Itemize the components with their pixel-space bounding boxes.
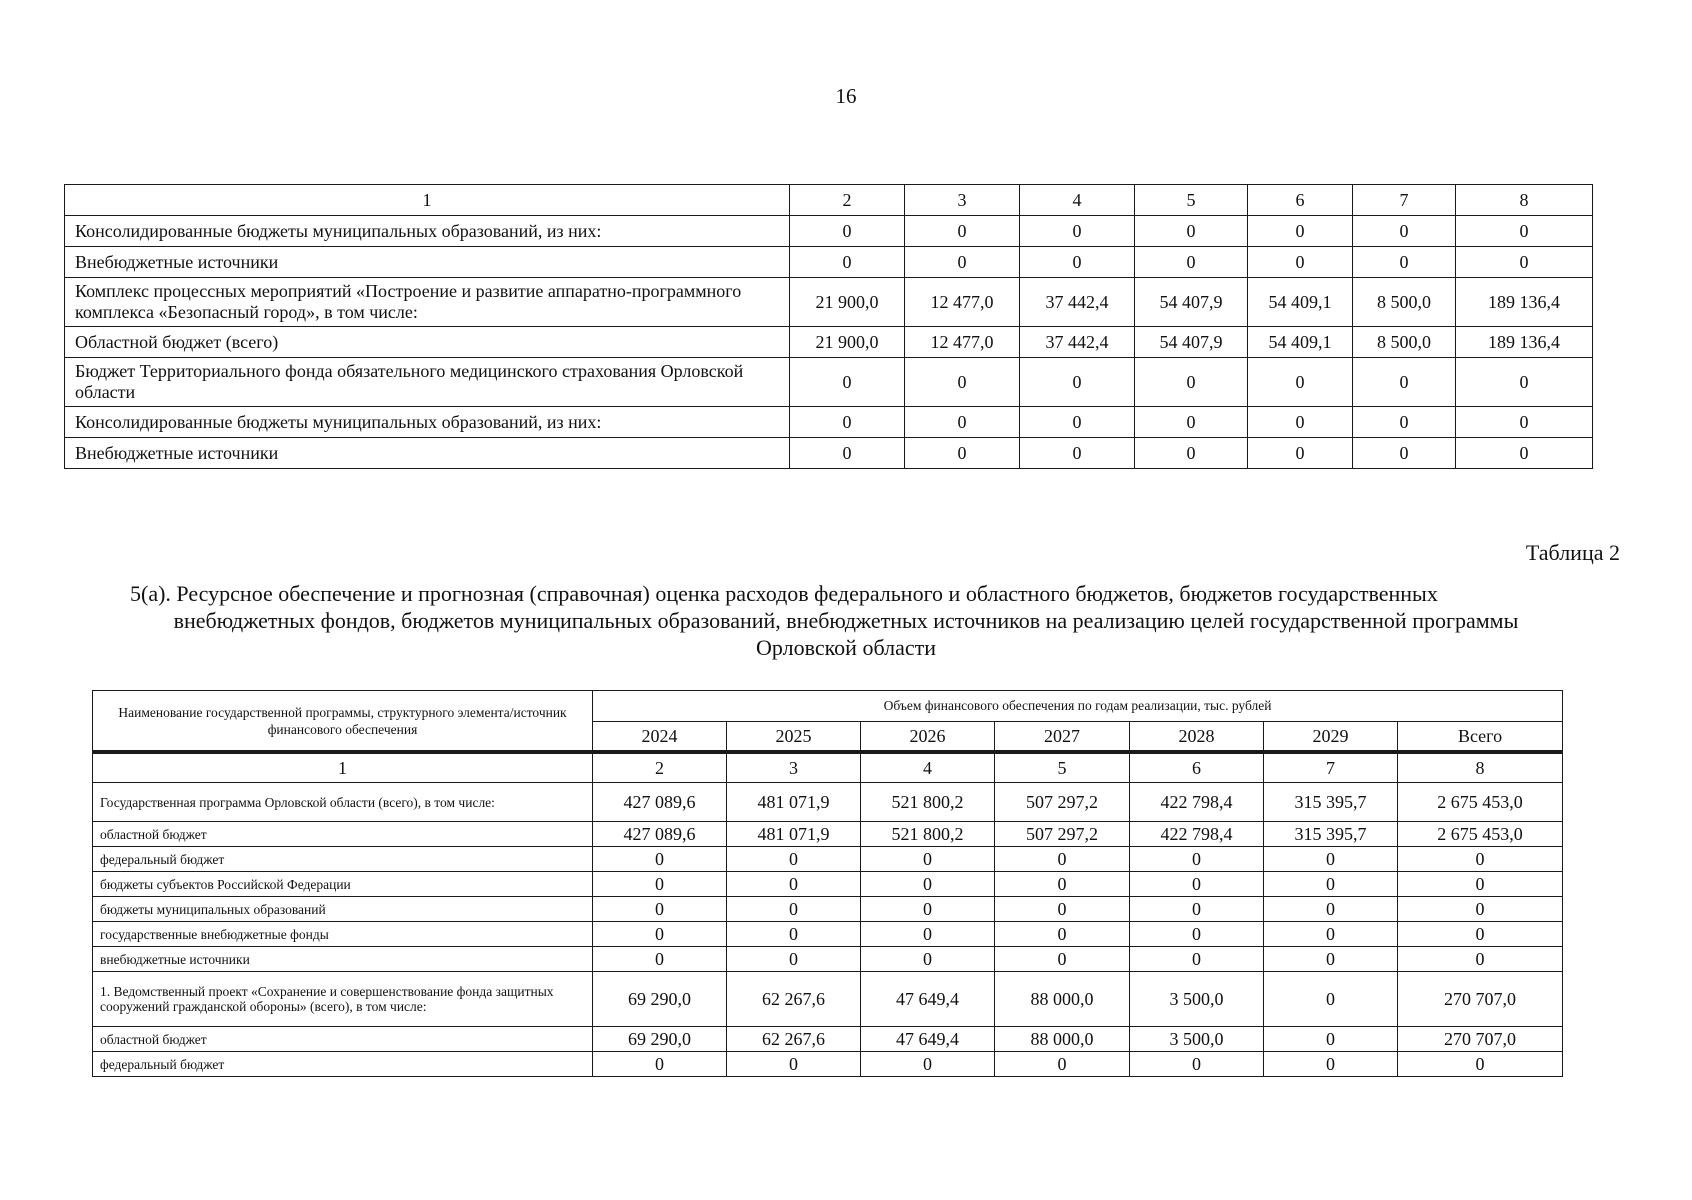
- row-name: Бюджет Территориального фонда обязательного медицинского страхования Орловской области: [65, 358, 790, 407]
- row-value: 47 649,4: [861, 1027, 995, 1052]
- row-value: 0: [905, 358, 1020, 407]
- row-value: 0: [1264, 897, 1398, 922]
- row-value: 21 900,0: [790, 278, 905, 327]
- table2-column-number: 2: [593, 752, 727, 783]
- table2-name-header: Наименование государственной программы, структурного элемента/источник финансового обеспечения: [93, 691, 593, 753]
- row-value: 189 136,4: [1456, 327, 1593, 358]
- row-value: 0: [1130, 947, 1264, 972]
- row-name: Консолидированные бюджеты муниципальных образований, из них:: [65, 216, 790, 247]
- table1-column-number: 2: [790, 185, 905, 216]
- row-value: 8 500,0: [1353, 327, 1456, 358]
- row-value: 0: [593, 922, 727, 947]
- year-header: 2029: [1264, 722, 1398, 753]
- row-value: 0: [1248, 407, 1353, 438]
- row-value: 0: [593, 897, 727, 922]
- row-value: 0: [727, 847, 861, 872]
- year-header: 2026: [861, 722, 995, 753]
- row-value: 507 297,2: [995, 822, 1130, 847]
- row-value: 37 442,4: [1020, 278, 1135, 327]
- row-value: 427 089,6: [593, 783, 727, 822]
- year-header: 2025: [727, 722, 861, 753]
- row-name: Государственная программа Орловской области (всего), в том числе:: [93, 783, 593, 822]
- row-value: 0: [593, 872, 727, 897]
- row-value: 0: [1135, 247, 1248, 278]
- row-value: 0: [1353, 438, 1456, 469]
- table-label: Таблица 2: [1525, 540, 1620, 565]
- row-name: внебюджетные источники: [93, 947, 593, 972]
- row-value: 0: [1398, 847, 1563, 872]
- row-value: 0: [1456, 247, 1593, 278]
- row-value: 0: [1353, 247, 1456, 278]
- row-value: 0: [1264, 847, 1398, 872]
- table1-column-number: 7: [1353, 185, 1456, 216]
- row-value: 0: [1135, 407, 1248, 438]
- row-value: 0: [995, 947, 1130, 972]
- row-name: 1. Ведомственный проект «Сохранение и совершенствование фонда защитных сооружений гражданской обороны» (всего), в том числе:: [93, 972, 593, 1027]
- table-row: [65, 358, 1593, 407]
- row-value: 0: [1130, 872, 1264, 897]
- row-value: 0: [861, 872, 995, 897]
- table1-column-number: 4: [1020, 185, 1135, 216]
- row-value: 0: [1264, 972, 1398, 1027]
- row-value: 0: [1248, 358, 1353, 407]
- row-value: 422 798,4: [1130, 783, 1264, 822]
- row-value: 47 649,4: [861, 972, 995, 1027]
- row-name: областной бюджет: [93, 1027, 593, 1052]
- row-value: 0: [1020, 247, 1135, 278]
- row-value: 2 675 453,0: [1398, 783, 1563, 822]
- row-value: 0: [1398, 872, 1563, 897]
- row-value: 0: [1456, 358, 1593, 407]
- row-name: областной бюджет: [93, 822, 593, 847]
- row-value: 0: [1130, 897, 1264, 922]
- row-value: 0: [1135, 216, 1248, 247]
- row-value: 422 798,4: [1130, 822, 1264, 847]
- row-value: 0: [1398, 922, 1563, 947]
- row-value: 3 500,0: [1130, 1027, 1264, 1052]
- row-value: 0: [1020, 407, 1135, 438]
- row-value: 0: [905, 407, 1020, 438]
- table2-column-number: 7: [1264, 752, 1398, 783]
- row-value: 0: [861, 1052, 995, 1077]
- row-value: 0: [1264, 1052, 1398, 1077]
- row-value: 0: [1248, 438, 1353, 469]
- row-value: 0: [1353, 216, 1456, 247]
- row-value: 0: [995, 872, 1130, 897]
- row-value: 0: [1135, 358, 1248, 407]
- row-name: федеральный бюджет: [93, 847, 593, 872]
- year-header: 2024: [593, 722, 727, 753]
- table-row: [93, 1052, 1563, 1077]
- row-value: 315 395,7: [1264, 822, 1398, 847]
- row-value: 0: [1456, 216, 1593, 247]
- row-value: 88 000,0: [995, 972, 1130, 1027]
- row-value: 0: [1264, 947, 1398, 972]
- table2-header-row: [93, 691, 1563, 722]
- row-value: 37 442,4: [1020, 327, 1135, 358]
- row-name: государственные внебюджетные фонды: [93, 922, 593, 947]
- table2-span-header: Объем финансового обеспечения по годам реализации, тыс. рублей: [593, 691, 1563, 722]
- row-value: 0: [593, 947, 727, 972]
- row-name: бюджеты субъектов Российской Федерации: [93, 872, 593, 897]
- year-header: Всего: [1398, 722, 1563, 753]
- table1-column-number: 6: [1248, 185, 1353, 216]
- table1-header-row: [65, 185, 1593, 216]
- row-value: 0: [1020, 438, 1135, 469]
- row-value: 3 500,0: [1130, 972, 1264, 1027]
- row-value: 54 407,9: [1135, 278, 1248, 327]
- year-header: 2027: [995, 722, 1130, 753]
- row-value: 189 136,4: [1456, 278, 1593, 327]
- table-row: [65, 407, 1593, 438]
- row-value: 0: [995, 922, 1130, 947]
- table-row: [93, 847, 1563, 872]
- row-value: 0: [1456, 438, 1593, 469]
- row-value: 270 707,0: [1398, 1027, 1563, 1052]
- row-value: 521 800,2: [861, 783, 995, 822]
- row-value: 0: [1398, 947, 1563, 972]
- table2-column-number: 8: [1398, 752, 1563, 783]
- year-header: 2028: [1130, 722, 1264, 753]
- table1-column-number: 5: [1135, 185, 1248, 216]
- table-heading: [86, 580, 1606, 661]
- table1-column-number: 8: [1456, 185, 1593, 216]
- row-value: 0: [1020, 216, 1135, 247]
- row-name: Внебюджетные источники: [65, 247, 790, 278]
- row-value: 0: [727, 1052, 861, 1077]
- table2-column-number: 5: [995, 752, 1130, 783]
- row-name: бюджеты муниципальных образований: [93, 897, 593, 922]
- heading-line-2: внебюджетных фондов, бюджетов муниципальных образований, внебюджетных источников на реализацию целей государственной программы: [173, 608, 1519, 633]
- table-row: [93, 897, 1563, 922]
- row-value: 507 297,2: [995, 783, 1130, 822]
- row-value: 2 675 453,0: [1398, 822, 1563, 847]
- row-value: 21 900,0: [790, 327, 905, 358]
- row-value: 0: [790, 407, 905, 438]
- table1-column-number: 3: [905, 185, 1020, 216]
- row-value: 0: [1353, 407, 1456, 438]
- row-value: 0: [1020, 358, 1135, 407]
- table-row: [93, 1027, 1563, 1052]
- row-value: 0: [1130, 1052, 1264, 1077]
- heading-line-3: Орловской области: [756, 635, 936, 660]
- row-value: 0: [1264, 1027, 1398, 1052]
- row-value: 8 500,0: [1353, 278, 1456, 327]
- row-value: 0: [905, 438, 1020, 469]
- row-value: 0: [790, 358, 905, 407]
- heading-line-1: 5(а). Ресурсное обеспечение и прогнозная (справочная) оценка расходов федерального и областного бюджетов, бюджетов государственных: [130, 581, 1438, 606]
- row-value: 315 395,7: [1264, 783, 1398, 822]
- row-value: 0: [790, 216, 905, 247]
- resource-table-continuation: [64, 184, 1593, 469]
- table-row: [93, 922, 1563, 947]
- row-value: 0: [1248, 216, 1353, 247]
- row-value: 0: [593, 1052, 727, 1077]
- table1-column-number: 1: [65, 185, 790, 216]
- row-value: 0: [1264, 922, 1398, 947]
- table-row: [93, 822, 1563, 847]
- row-value: 12 477,0: [905, 327, 1020, 358]
- table2-column-number: 1: [93, 752, 593, 783]
- row-value: 0: [861, 897, 995, 922]
- row-value: 0: [861, 847, 995, 872]
- table-row: [93, 947, 1563, 972]
- row-value: 88 000,0: [995, 1027, 1130, 1052]
- row-value: 0: [727, 922, 861, 947]
- row-value: 0: [995, 1052, 1130, 1077]
- row-value: 0: [1398, 897, 1563, 922]
- row-name: Консолидированные бюджеты муниципальных образований, из них:: [65, 407, 790, 438]
- row-value: 270 707,0: [1398, 972, 1563, 1027]
- table-row: [93, 783, 1563, 822]
- row-value: 427 089,6: [593, 822, 727, 847]
- row-value: 62 267,6: [727, 972, 861, 1027]
- table-row: [93, 872, 1563, 897]
- row-value: 0: [593, 847, 727, 872]
- table-row: [65, 247, 1593, 278]
- row-value: 0: [1130, 847, 1264, 872]
- row-value: 62 267,6: [727, 1027, 861, 1052]
- table-row: [65, 278, 1593, 327]
- row-value: 0: [995, 897, 1130, 922]
- row-value: 0: [1248, 247, 1353, 278]
- row-value: 0: [861, 922, 995, 947]
- table-row: [93, 972, 1563, 1027]
- table-row: [65, 438, 1593, 469]
- row-name: Внебюджетные источники: [65, 438, 790, 469]
- row-name: Комплекс процессных мероприятий «Построение и развитие аппаратно-программного комплекса «Безопасный город», в том числе:: [65, 278, 790, 327]
- row-value: 0: [905, 216, 1020, 247]
- row-name: Областной бюджет (всего): [65, 327, 790, 358]
- table2-column-number: 4: [861, 752, 995, 783]
- row-value: 0: [1398, 1052, 1563, 1077]
- row-value: 521 800,2: [861, 822, 995, 847]
- table2-column-number: 3: [727, 752, 861, 783]
- row-value: 481 071,9: [727, 783, 861, 822]
- table2-column-number: 6: [1130, 752, 1264, 783]
- table-row: [65, 216, 1593, 247]
- row-value: 54 409,1: [1248, 327, 1353, 358]
- row-value: 0: [1353, 358, 1456, 407]
- resource-table-2: [92, 690, 1563, 1077]
- row-value: 0: [790, 438, 905, 469]
- row-value: 0: [1456, 407, 1593, 438]
- row-value: 54 409,1: [1248, 278, 1353, 327]
- row-value: 0: [905, 247, 1020, 278]
- row-value: 0: [727, 872, 861, 897]
- table-row: [65, 327, 1593, 358]
- row-value: 481 071,9: [727, 822, 861, 847]
- row-value: 0: [727, 947, 861, 972]
- row-value: 0: [727, 897, 861, 922]
- row-name: федеральный бюджет: [93, 1052, 593, 1077]
- row-value: 12 477,0: [905, 278, 1020, 327]
- row-value: 0: [1130, 922, 1264, 947]
- table2-number-row: [93, 752, 1563, 783]
- row-value: 0: [995, 847, 1130, 872]
- page-number: 16: [835, 84, 857, 108]
- row-value: 69 290,0: [593, 972, 727, 1027]
- row-value: 0: [861, 947, 995, 972]
- row-value: 0: [1135, 438, 1248, 469]
- row-value: 0: [1264, 872, 1398, 897]
- row-value: 69 290,0: [593, 1027, 727, 1052]
- row-value: 0: [790, 247, 905, 278]
- row-value: 54 407,9: [1135, 327, 1248, 358]
